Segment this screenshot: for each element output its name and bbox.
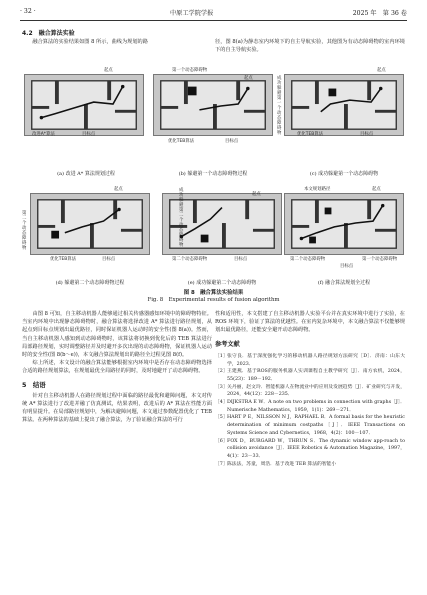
label-start-b: 起点 <box>244 76 253 81</box>
label-obstacle-c: 成功躲避第一个动态障碍物 <box>277 76 282 136</box>
section-heading-5: 5 结语 <box>22 380 46 389</box>
figure-caption-en: Fig. 8 Experimental results of fusion algorithm <box>147 297 280 303</box>
caption-f: (f) 融合算法规划全过程 <box>317 280 371 286</box>
label-start-d: 起点 <box>114 187 123 192</box>
label-algo-c: 优化TEB算法 <box>297 132 324 137</box>
label-path-f: 本文规划路径 <box>304 187 331 192</box>
reference-item: ［2］ 王建燕．基于ROS的服务机器人实训课程自主教学研究［J］．南方农机，2024，55(23)：189－192． <box>215 369 405 382</box>
map-b <box>154 75 272 135</box>
page-header <box>20 8 407 20</box>
left-column-bottom <box>22 310 212 425</box>
label-obstacle-d: 第二个动态障碍物 <box>22 211 27 251</box>
label-obstacle-b: 第一个动态障碍物 <box>172 68 208 73</box>
label-start-e: 起点 <box>252 192 261 197</box>
caption-b: (b) 躲避第一个动态障碍物过程 <box>178 171 248 177</box>
caption-d: (d) 躲避第二个动态障碍物过程 <box>55 280 125 286</box>
label-goal-b: 目标点 <box>225 139 239 144</box>
reference-item: ［5］ HART P E，NILSSON N J，RAPHAEL B．A formal basis for the heuristic determination of minimum costpaths［J］．IEEE Transactions on Systems Science and Cybernetics，1968，4(2)：100－107． <box>215 415 405 436</box>
label-algo-a: 改进A*算法 <box>32 132 55 137</box>
reference-item: ［3］ 关丹丽，赵文玲．智能机器人在物流业中的应用及发展趋势［J］．矿业研究与开发，2024，44(12)：228－235． <box>215 384 405 398</box>
paragraph-summary: 综上所述，本文设计的融合算法能够根据室内环境中是否存在动态障碍物选择合适的路径规划算法，在规划最优全局路径的同时，及时地避开了动态障碍物。 <box>22 360 212 375</box>
label-goal-a: 目标点 <box>82 132 96 137</box>
journal-name: 中原工学院学报 <box>170 10 214 17</box>
reference-item: ［1］ 张守良．基于深度强化学习的移动机器人路径规划方法研究［D］．济南：山东大学，2023． <box>215 353 405 367</box>
right-column-bottom <box>215 310 405 468</box>
paragraph-conclusion: 针对自主移动机器人在路径规划过程中面临的路径最优和避障问题，本文对传统 A* 算法进行了改进并融了仿真测试，结果表明，改进后的 A* 算法在性能方面有明显提升。在局部路径规划中，为解决避障问题，本文通过参数配置优化了 TEB 算法。在两种算法的基础上提出了融合算法，为了验证融合算法的可行 <box>22 392 212 424</box>
subfigure-d <box>30 193 150 255</box>
caption-e: (e) 成功躲避第二个动态障碍物 <box>187 280 257 286</box>
label-goal-e: 目标点 <box>234 257 248 262</box>
subfigure-c <box>284 74 404 136</box>
journal-issue: 2025 年 第 36 卷 <box>352 10 407 17</box>
map-a <box>25 75 143 135</box>
label-algo-b: 优化TEB算法 <box>168 139 195 144</box>
page-number: · 32 · <box>20 8 36 15</box>
map-d <box>31 194 149 254</box>
reference-item: ［4］ DIJKSTRA E W．A note on two problems in connection with graphs［J］．Numerische Mathematics，1959，1(1)：269－271． <box>215 400 405 413</box>
figure-caption-cn: 图 8 融合算法实验结果 <box>183 290 244 296</box>
left-column-top <box>22 30 212 46</box>
label-obstacle-e: 成功躲避第二个动态障碍物 <box>179 188 184 248</box>
label-goal-f: 目标点 <box>340 264 354 269</box>
paragraph-conclusion-cont: 性和适用性，本文搭建了自主移动机器人实验平台并在真实环境中进行了实验，在 ROS 环境下，验证了算法的优越性。在室内复杂环境中，本文融合算法不仅能够规划出最优路径，还能安全避开动态障碍物。 <box>215 311 405 334</box>
label-start-f: 起点 <box>372 187 381 192</box>
intro-text: 融合算法的实验结果如图 8 所示，曲线为规划的路 <box>22 39 148 46</box>
map-f <box>285 194 403 254</box>
paragraph-analysis: 由图 8 可知，自主移动机器人能够通过相关传感器感知环境中的障碍物特征。当室内环境中出现静态障碍物时，融合算法将选择改进 A* 算法进行路径规划，从起点到目标点规划出最优路径，同时保证机器人运动时的安全性(图 8(a))。然而，当自主移动机器人感知到动态障碍物时，该算法将切换到优化后的 TEB 算法进行局部路径规划，实时调整路径并及时避开多次出现的动态障碍物，保证机器人运动时的安全性(图 8(b～e))，本文融合算法规划出的路径全过程见图 8(f)。 <box>22 311 212 359</box>
label-obstacle2-e: 第二个动态障碍物 <box>172 257 208 262</box>
section-heading-4-2: 4.2 融合算法实验 <box>22 30 75 37</box>
subfigure-f <box>284 193 404 255</box>
caption-a: (a) 改进 A* 算法规划过程 <box>57 171 115 177</box>
label-goal-c: 目标点 <box>360 132 374 137</box>
reference-list <box>215 353 405 469</box>
label-start-a: 起点 <box>104 68 113 73</box>
label-obstacle2-f: 第二个动态障碍物 <box>290 257 326 262</box>
reference-item: ［6］ FOX D，BURGARD W，THRUN S．The dynamic window app-roach to collision avoidance［J］．IEEE Robotics & Automation Magazine，1997，4(1)：23－33． <box>215 438 405 459</box>
header-rule <box>20 20 407 21</box>
label-goal-d: 目标点 <box>102 257 116 262</box>
caption-c: (c) 成功躲避第一个动态障碍物 <box>309 171 379 177</box>
label-obstacle1-f: 第一个动态障碍物 <box>362 257 398 262</box>
reference-item: ［7］ 陈法法，苏童，周浩．基于改进 TEB 算法的智能小 <box>215 461 337 467</box>
label-algo-d: 优化TEB算法 <box>50 257 77 262</box>
right-column-top <box>215 38 405 54</box>
subfigure-b <box>153 74 273 136</box>
subfigure-a <box>24 74 144 136</box>
map-c <box>285 75 403 135</box>
intro-text-cont: 径，图 8(a)为静态室内环境下的自主导航实验，其他图为有动态障碍物的室内环境下的自主导航实验。 <box>215 39 405 54</box>
figure-8 <box>22 66 405 302</box>
label-start-c: 起点 <box>377 68 386 73</box>
references-heading: 参考文献 <box>215 340 240 348</box>
